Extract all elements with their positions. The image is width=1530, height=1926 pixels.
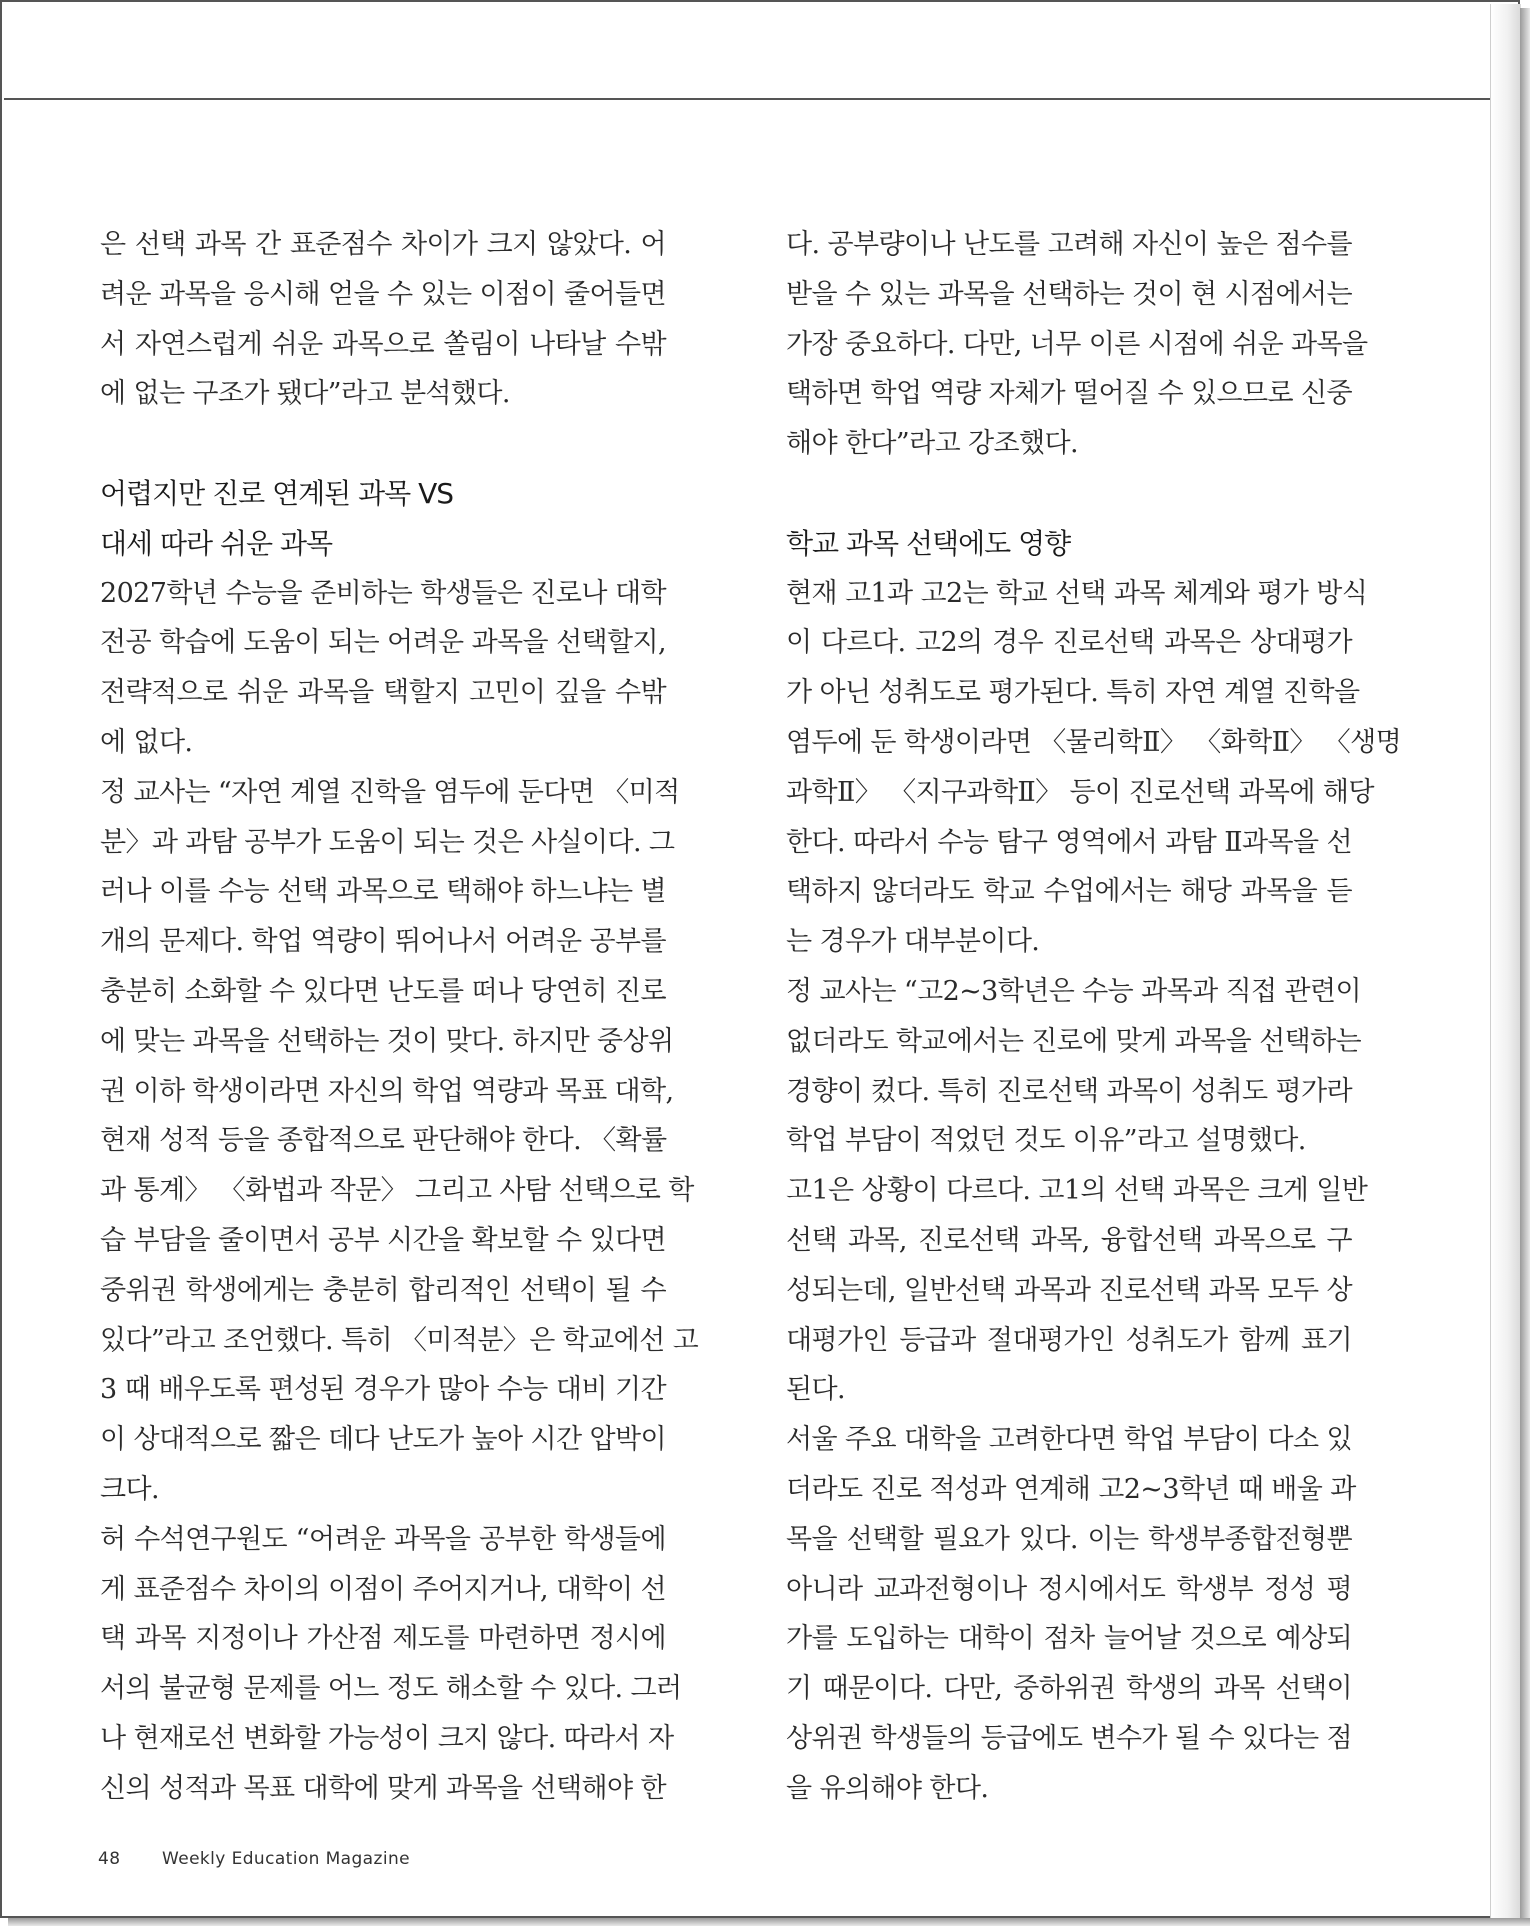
left-column: [100, 220, 699, 1814]
text-line: 기 때문이다. 다만, 중하위권 학생의 과목 선택이: [786, 1673, 1352, 1705]
text-line: 크다.: [100, 1473, 159, 1505]
text-line: 나 현재로선 변화할 가능성이 크지 않다. 따라서 자: [100, 1722, 674, 1754]
text-line: 성되는데, 일반선택 과목과 진로선택 과목 모두 상: [786, 1274, 1352, 1306]
text-line: 중위권 학생에게는 충분히 합리적인 선택이 될 수: [100, 1274, 666, 1306]
text-line: 아니라 교과전형이나 정시에서도 학생부 정성 평: [786, 1573, 1352, 1605]
text-line: 신의 성적과 목표 대학에 맞게 과목을 선택해야 한: [100, 1772, 666, 1804]
text-line: 는 경우가 대부분이다.: [786, 926, 1040, 958]
text-line: 전공 학습에 도움이 되는 어려운 과목을 선택할지,: [100, 627, 666, 659]
page-number: 48: [98, 1849, 121, 1869]
page-footer: [98, 1849, 410, 1869]
text-line: 에 없는 구조가 됐다”라고 분석했다.: [100, 378, 510, 410]
text-line: 권 이하 학생이라면 자신의 학업 역량과 목표 대학,: [100, 1075, 674, 1107]
text-line: 3 때 배우도록 편성된 경우가 많아 수능 대비 기간: [100, 1374, 666, 1406]
text-line: 선택 과목, 진로선택 과목, 융합선택 과목으로 구: [786, 1224, 1352, 1256]
text-line: 대평가인 등급과 절대평가인 성취도가 함께 표기: [786, 1324, 1352, 1356]
text-line: 과학Ⅱ〉 〈지구과학Ⅱ〉 등이 진로선택 과목에 해당: [786, 776, 1374, 808]
page-curl-edge: [1490, 4, 1521, 1918]
text-line: 충분히 소화할 수 있다면 난도를 떠나 당연히 진로: [100, 975, 666, 1007]
text-line: 분〉과 과탐 공부가 도움이 되는 것은 사실이다. 그: [100, 826, 675, 858]
text-line: 된다.: [786, 1374, 845, 1406]
text-line: 택하면 학업 역량 자체가 떨어질 수 있으므로 신중: [786, 378, 1352, 410]
text-line: 택하지 않더라도 학교 수업에서는 해당 과목을 듣: [786, 876, 1352, 908]
text-line: 서 자연스럽게 쉬운 과목으로 쏠림이 나타날 수밖: [100, 328, 666, 360]
text-line: 더라도 진로 적성과 연계해 고2~3학년 때 배울 과: [786, 1473, 1356, 1505]
text-line: 에 없다.: [100, 726, 193, 758]
text-line: 서의 불균형 문제를 어느 정도 해소할 수 있다. 그러: [100, 1673, 682, 1705]
page-shadow-bottom: [8, 1918, 1530, 1926]
text-line: 가장 중요하다. 다만, 너무 이른 시점에 쉬운 과목을: [786, 328, 1368, 360]
text-line: 학업 부담이 적었던 것도 이유”라고 설명했다.: [786, 1125, 1306, 1157]
text-line: 가 아닌 성취도로 평가된다. 특히 자연 계열 진학을: [786, 677, 1360, 709]
text-line: 전략적으로 쉬운 과목을 택할지 고민이 깊을 수밖: [100, 677, 666, 709]
text-line: 이 상대적으로 짧은 데다 난도가 높아 시간 압박이: [100, 1424, 666, 1456]
text-line: 개의 문제다. 학업 역량이 뛰어나서 어려운 공부를: [100, 926, 666, 958]
text-line: 목을 선택할 필요가 있다. 이는 학생부종합전형뿐: [786, 1523, 1352, 1555]
text-line: 현재 고1과 고2는 학교 선택 과목 체계와 평가 방식: [786, 577, 1368, 609]
text-line: 에 맞는 과목을 선택하는 것이 맞다. 하지만 중상위: [100, 1025, 674, 1057]
text-line: 정 교사는 “고2~3학년은 수능 과목과 직접 관련이: [786, 975, 1361, 1007]
text-line: 현재 성적 등을 종합적으로 판단해야 한다. 〈확률: [100, 1125, 667, 1157]
section-heading: 학교 과목 선택에도 영향: [786, 526, 1071, 560]
paragraph-gap: [786, 469, 1352, 519]
text-line: 게 표준점수 차이의 이점이 주어지거나, 대학이 선: [100, 1573, 666, 1605]
text-line: 려운 과목을 응시해 얻을 수 있는 이점이 줄어들면: [100, 278, 666, 310]
text-line: 상위권 학생들의 등급에도 변수가 될 수 있다는 점: [786, 1722, 1352, 1754]
publication-name: Weekly Education Magazine: [162, 1849, 410, 1869]
text-line: 2027학년 수능을 준비하는 학생들은 진로나 대학: [100, 577, 666, 609]
text-line: 없더라도 학교에서는 진로에 맞게 과목을 선택하는: [786, 1025, 1362, 1057]
text-line: 허 수석연구원도 “어려운 과목을 공부한 학생들에: [100, 1523, 666, 1555]
text-line: 한다. 따라서 수능 탐구 영역에서 과탐 Ⅱ과목을 선: [786, 826, 1352, 858]
text-line: 받을 수 있는 과목을 선택하는 것이 현 시점에서는: [786, 278, 1352, 310]
page-shadow-right: [1520, 8, 1530, 1926]
text-line: 있다”라고 조언했다. 특히 〈미적분〉은 학교에선 고: [100, 1324, 699, 1356]
text-line: 택 과목 지정이나 가산점 제도를 마련하면 정시에: [100, 1623, 666, 1655]
text-line: 가를 도입하는 대학이 점차 늘어날 것으로 예상되: [786, 1623, 1352, 1655]
text-line: 이 다르다. 고2의 경우 진로선택 과목은 상대평가: [786, 627, 1352, 659]
text-line: 서울 주요 대학을 고려한다면 학업 부담이 다소 있: [786, 1424, 1352, 1456]
text-line: 은 선택 과목 간 표준점수 차이가 크지 않았다. 어: [100, 229, 666, 260]
text-line: 습 부담을 줄이면서 공부 시간을 확보할 수 있다면: [100, 1224, 666, 1256]
header-rule: [4, 98, 1518, 100]
paragraph-gap: [100, 419, 666, 469]
text-line: 러나 이를 수능 선택 과목으로 택해야 하느냐는 별: [100, 876, 666, 908]
section-heading: 어렵지만 진로 연계된 과목 VS: [100, 476, 454, 510]
text-line: 을 유의해야 한다.: [786, 1772, 989, 1804]
text-line: 과 통계〉 〈화법과 작문〉 그리고 사탐 선택으로 학: [100, 1175, 694, 1207]
text-line: 정 교사는 “자연 계열 진학을 염두에 둔다면 〈미적: [100, 776, 680, 808]
text-line: 염두에 둔 학생이라면 〈물리학Ⅱ〉 〈화학Ⅱ〉 〈생명: [786, 726, 1402, 758]
section-heading: 대세 따라 쉬운 과목: [100, 526, 333, 560]
text-line: 해야 한다”라고 강조했다.: [786, 428, 1078, 460]
right-column: [786, 220, 1402, 1814]
text-line: 고1은 상황이 다르다. 고1의 선택 과목은 크게 일반: [786, 1175, 1368, 1207]
text-line: 경향이 컸다. 특히 진로선택 과목이 성취도 평가라: [786, 1075, 1352, 1107]
text-line: 다. 공부량이나 난도를 고려해 자신이 높은 점수를: [786, 229, 1352, 260]
